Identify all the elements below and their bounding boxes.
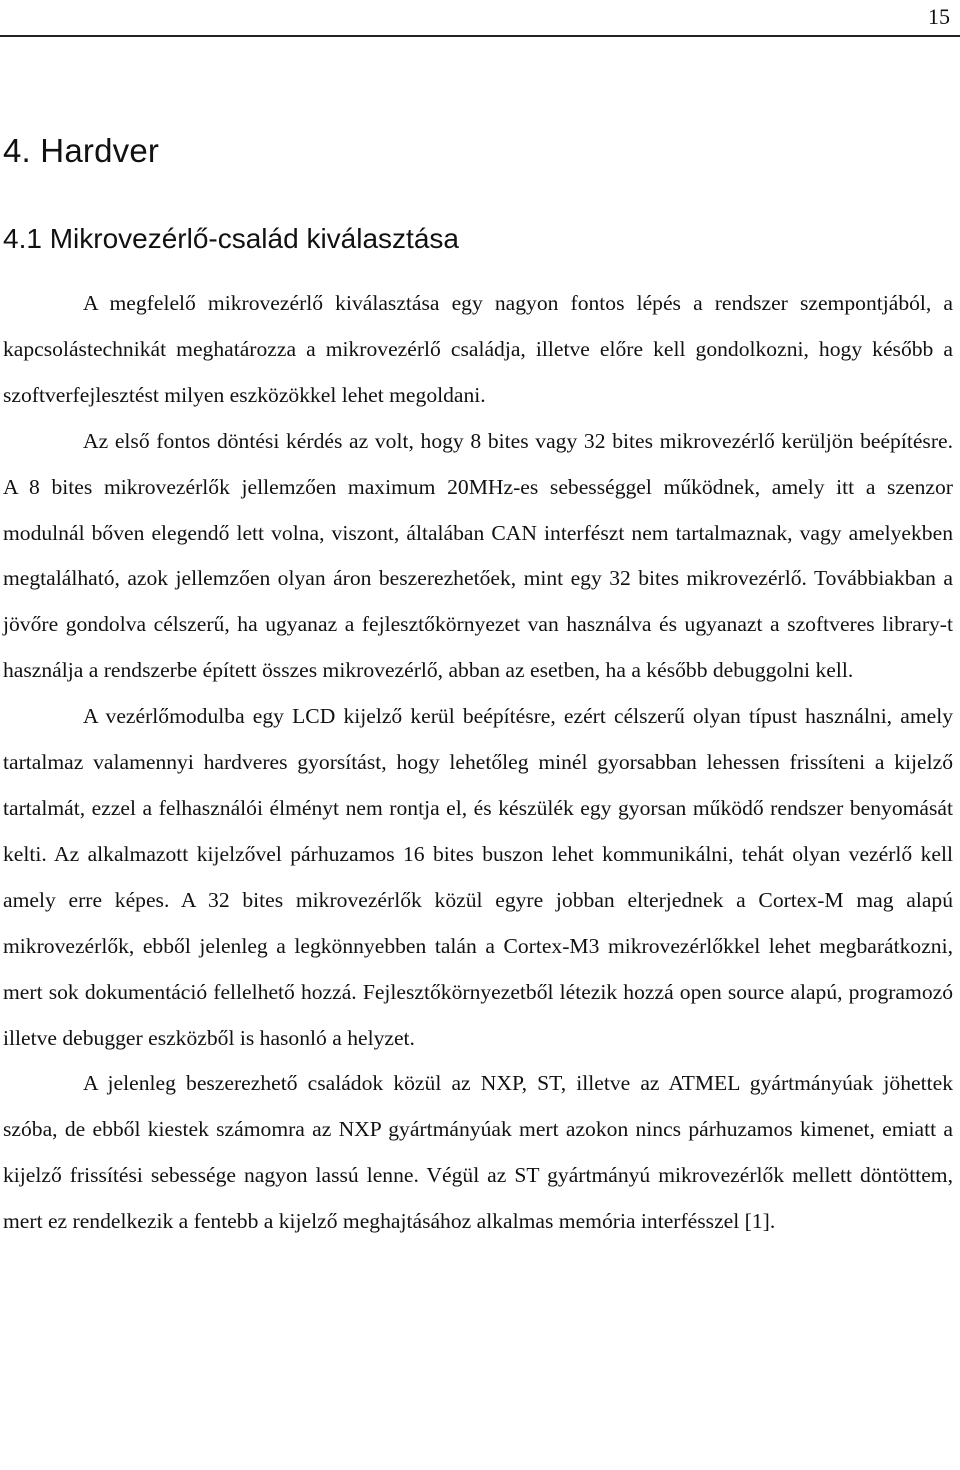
header-rule bbox=[0, 35, 960, 37]
page-number: 15 bbox=[928, 4, 950, 29]
chapter-heading: 4. Hardver bbox=[3, 132, 160, 169]
paragraph: A vezérlőmodulba egy LCD kijelző kerül beépítésre, ezért célszerű olyan típust használni, amely tartalmaz valamennyi hardveres gyorsítást, hogy lehetőleg minél gyorsabban lehessen frissíteni a kijelző tartalmát, ezzel a felhasználói élményt nem rontja el, és készülék egy gyorsan működő rendszer benyomását kelti. Az alkalmazott kijelzővel párhuzamos 16 bites buszon lehet kommunikálni, tehát olyan vezérlő kell amely erre képes. A 32 bites mikrovezérlők közül egyre jobban elterjednek a Cortex-M mag alapú mikrovezérlők, ebből jelenleg a legkönnyebben talán a Cortex-M3 mikrovezérlőkkel lehet megbarátkozni, mert sok dokumentáció fellelhető hozzá. Fejlesztőkörnyezetből létezik hozzá open source alapú, programozó illetve debugger eszközből is hasonló a helyzet. bbox=[3, 704, 953, 1050]
paragraph: A megfelelő mikrovezérlő kiválasztása egy nagyon fontos lépés a rendszer szempontjából, a kapcsolástechnikát meghatározza a mikrovezérlő családja, illetve előre kell gondolkozni, hogy később a szoftverfejlesztést milyen eszközökkel lehet megoldani. bbox=[3, 291, 953, 407]
paragraph: A jelenleg beszerezhető családok közül az NXP, ST, illetve az ATMEL gyártmányúak jöhettek szóba, de ebből kiestek számomra az NXP gyártmányúak mert azokon nincs párhuzamos kimenet, emiatt a kijelző frissítési sebessége nagyon lassú lenne. Végül az ST gyártmányú mikrovezérlők mellett döntöttem, mert ez rendelkezik a fentebb a kijelző meghajtásához alkalmas memória interfésszel [1]. bbox=[3, 1071, 953, 1234]
section-heading: 4.1 Mikrovezérlő-család kiválasztása bbox=[3, 223, 459, 254]
paragraph: Az első fontos döntési kérdés az volt, hogy 8 bites vagy 32 bites mikrovezérlő kerüljön beépítésre. A 8 bites mikrovezérlők jellemzően maximum 20MHz-es sebességgel működnek, amely itt a szenzor modulnál bőven elegendő lett volna, viszont, általában CAN interfészt nem tartalmaznak, vagy amelyekben megtalálható, azok jellemzően olyan áron beszerezhetőek, mint egy 32 bites mikrovezérlő. Továbbiakban a jövőre gondolva célszerű, ha ugyanaz a fejlesztőkörnyezet van használva és ugyanazt a szoftveres library-t használja a rendszerbe épített összes mikrovezérlő, abban az esetben, ha a később debuggolni kell. bbox=[3, 428, 953, 683]
body-text bbox=[3, 281, 953, 1245]
